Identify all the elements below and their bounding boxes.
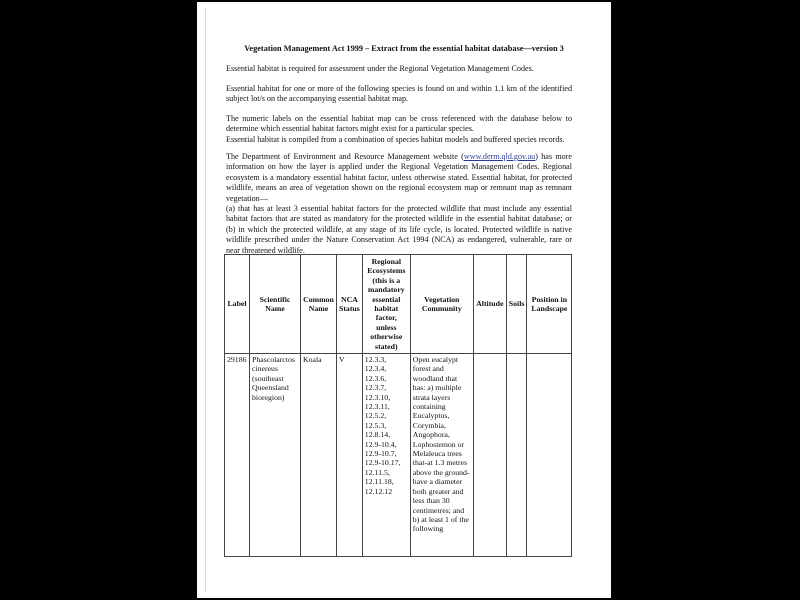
paragraph-department-text: The Department of Environment and Resource Management website ( <box>226 152 464 161</box>
cell-nca-status: V <box>337 354 363 557</box>
paragraph-definition-text: (a) that has at least 3 essential habitat factors for the protected wildlife that must include any essential habitat factors that are stated as mandatory for the protected wildlife in the essential habitat database; or (b) in which the protected wildlife, at any stage of its life cycle, is located. Protected wildlife is native wildlife prescribed under the Nature Conservation Act 1994 (NCA) as endangered, vulnerable, rare or near threatened wildlife. <box>226 204 572 255</box>
page-edge-line <box>205 8 206 592</box>
essential-habitat-table <box>224 254 572 557</box>
document-title: Vegetation Management Act 1999 – Extract from the essential habitat database—version 3 <box>244 44 564 53</box>
header-vegetation-community: Vegetation Community <box>410 255 473 354</box>
cell-altitude <box>473 354 506 557</box>
header-common-name: Common Name <box>301 255 337 354</box>
paragraph-numeric-labels <box>226 114 572 145</box>
document-page <box>197 2 611 598</box>
paragraph-assessment: Essential habitat is required for assessment under the Regional Vegetation Management Codes. <box>226 64 534 73</box>
header-scientific-name: Scientific Name <box>250 255 301 354</box>
cell-label: 29186 <box>225 354 250 557</box>
cell-scientific-name: Phascolarctos cinereus (southeast Queensland bioregion) <box>250 354 301 557</box>
header-soils: Soils <box>506 255 527 354</box>
cell-regional-ecosystems: 12.3.3, 12.3.4, 12.3.6, 12.3.7, 12.3.10, 12.3.11, 12.5.2, 12.5.3, 12.8.14, 12.9-10.4, 12.9-10.7, 12.9-10.17, 12.11.5, 12.11.18, 12.12.12 <box>362 354 410 557</box>
header-altitude: Altitude <box>473 255 506 354</box>
cell-soils <box>506 354 527 557</box>
header-regional-ecosystems: Regional Ecosystems (this is a mandatory essential habitat factor, unless otherwise stated) <box>362 255 410 354</box>
header-nca-status: NCA Status <box>337 255 363 354</box>
paragraph-numeric-labels-text: The numeric labels on the essential habitat map can be cross referenced with the database below to determine which essential habitat factors might exist for a particular species. <box>226 114 572 134</box>
header-label: Label <box>225 255 250 354</box>
cell-vegetation-community: Open eucalypt forest and woodland that has: a) multiple strata layers containing Eucalyptus, Corymbia, Angophora, Lophostemon or Melaleuca trees that-at 1.3 metres above the ground-have a diameter both greater and less than 30 centimetres; and b) at least 1 of the following <box>410 354 473 557</box>
cell-position-in-landscape <box>527 354 572 557</box>
table-row <box>225 354 572 557</box>
paragraph-department-text-cont: ) has more information on how the layer is applied under the Regional Vegetation Management Codes. Regional ecosystem is a mandatory essential habitat factor, unless otherwise stated. Essential habitat, for protected wildlife, means an area of vegetation shown on the regional ecosystem map or remnant map as remnant vegetation— <box>226 152 572 203</box>
paragraph-species-found: Essential habitat for one or more of the following species is found on and within 1.1 km of the identified subject lot/s on the accompanying essential habitat map. <box>226 84 572 104</box>
cell-common-name: Koala <box>301 354 337 557</box>
paragraph-department <box>226 152 572 256</box>
table-header-row <box>225 255 572 354</box>
derm-website-link[interactable]: www.derm.qld.gov.au <box>463 152 536 161</box>
paragraph-compiled-text: Essential habitat is compiled from a combination of species habitat models and buffered species records. <box>226 134 565 144</box>
header-position-in-landscape: Position in Landscape <box>527 255 572 354</box>
